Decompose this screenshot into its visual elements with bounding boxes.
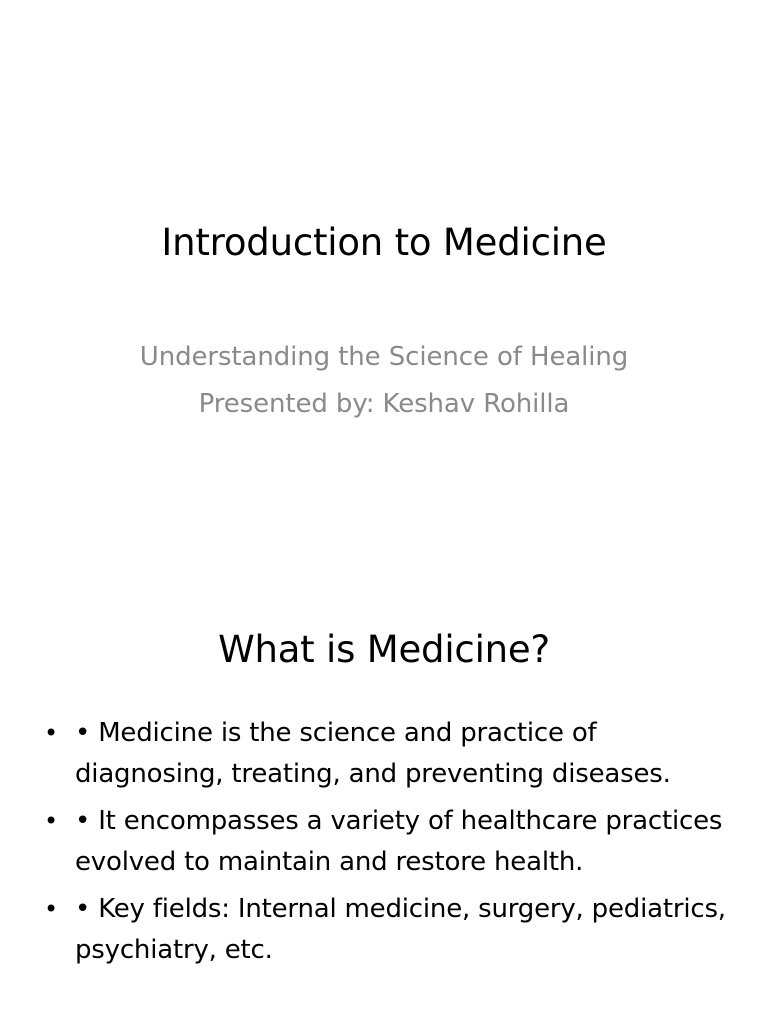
- bullet-text: • Key fields: Internal medicine, surgery, pediatrics, psychiatry, etc.: [75, 894, 726, 965]
- bullet-icon: •: [44, 719, 58, 747]
- subtitle-line: Understanding the Science of Healing: [139, 342, 629, 372]
- slide-subtitle: [0, 334, 768, 428]
- bullet-icon: •: [44, 807, 58, 835]
- list-item: [0, 889, 768, 971]
- list-item: [0, 713, 768, 795]
- bullet-text: • Medicine is the science and practice of diagnosing, treating, and preventing diseases.: [75, 718, 671, 789]
- presenter-line: Presented by: Keshav Rohilla: [198, 389, 570, 419]
- slide-title: What is Medicine?: [218, 628, 550, 671]
- content-slide: [0, 576, 768, 1024]
- slide-title: Introduction to Medicine: [161, 221, 607, 264]
- list-item: [0, 801, 768, 883]
- bullet-icon: •: [44, 895, 58, 923]
- bullet-text: • It encompasses a variety of healthcare practices evolved to maintain and restore health.: [75, 806, 723, 877]
- bullet-list: [0, 713, 768, 977]
